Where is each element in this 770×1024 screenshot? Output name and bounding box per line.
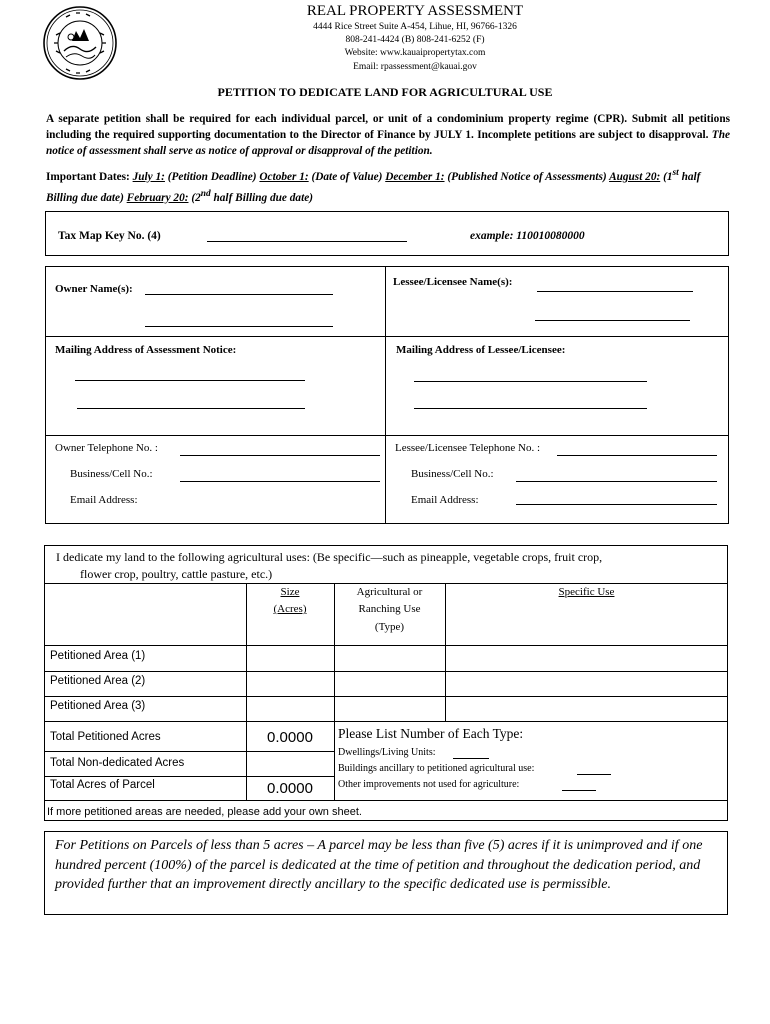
owner-mailing-input-2[interactable] [77, 408, 305, 409]
phone-row-divider [45, 435, 729, 436]
total-petitioned-label: Total Petitioned Acres [50, 731, 161, 743]
date-october-1-desc: (Date of Value) [311, 170, 383, 183]
petitioned-area-1-label: Petitioned Area (1) [50, 650, 146, 662]
lessee-mailing-input-2[interactable] [414, 408, 647, 409]
owner-mailing-input-1[interactable] [75, 380, 305, 381]
lessee-mailing-input-1[interactable] [414, 381, 647, 382]
intro-bold-text: A separate petition shall be required for each individual parcel, or unit of a condominium property regime (CPR). Submit all petitions including the required supporting documentation to the Director of Finance by JULY 1. Incomplete petitions are subject to disapproval. [46, 113, 730, 141]
owner-business-label: Business/Cell No.: [70, 468, 153, 480]
col-specific-divider [445, 583, 446, 721]
total-parcel-label: Total Acres of Parcel [50, 779, 155, 791]
total-2-bottom [44, 776, 334, 777]
tmk-label: Tax Map Key No. (4) [58, 230, 161, 242]
col-size-unit: (Acres) [273, 603, 307, 615]
office-phones: 808-241-4424 (B) 808-241-6252 (F) [345, 35, 485, 45]
office-title: REAL PROPERTY ASSESSMENT [306, 3, 524, 19]
owner-lessee-box [45, 266, 729, 524]
date-february-20-sup: nd [200, 188, 211, 199]
lessee-email-label: Email Address: [411, 494, 479, 506]
lessee-business-label: Business/Cell No.: [411, 468, 494, 480]
owner-lessee-divider [385, 266, 386, 524]
other-improvements-label: Other improvements not used for agriculture: [338, 779, 520, 790]
office-website: Website: www.kauaipropertytax.com [344, 48, 486, 58]
lessee-business-input[interactable] [516, 481, 717, 482]
mailing-row-divider [45, 336, 729, 337]
dwellings-input[interactable] [453, 758, 489, 759]
important-dates [46, 165, 730, 207]
small-parcel-note: For Petitions on Parcels of less than 5 acres – A parcel may be less than five (5) acres if it is unimproved and if one hundred percent (100%) of the parcel is dedicated at the time of petition and throughout the dedication period, and provided further that an improvement directly ancillary to the specific dedicated use is permissible. [44, 831, 728, 915]
other-improvements-input[interactable] [562, 790, 596, 791]
owner-name-input-2[interactable] [145, 326, 333, 327]
col-size-header: Size [280, 586, 300, 598]
lessee-name-label: Lessee/Licensee Name(s): [393, 276, 513, 288]
buildings-input[interactable] [577, 774, 611, 775]
total-1-bottom [44, 751, 334, 752]
col-type-header-3: (Type) [374, 621, 405, 633]
owner-name-label: Owner Name(s): [55, 283, 133, 295]
col-specific-header: Specific Use [558, 586, 615, 598]
owner-email-label: Email Address: [70, 494, 138, 506]
petitioned-area-2-label: Petitioned Area (2) [50, 675, 146, 687]
lessee-mailing-label: Mailing Address of Lessee/Licensee: [396, 344, 566, 356]
date-february-20-desc-b: half Billing due date) [213, 191, 313, 204]
dates-label: Important Dates: [46, 170, 130, 183]
lessee-name-input[interactable] [537, 291, 693, 292]
total-parcel-value[interactable]: 0.0000 [267, 780, 313, 797]
intro-italic-text: The notice of assessment shall serve as notice of approval or disapproval of the petition. [46, 129, 730, 157]
petition-title: PETITION TO DEDICATE LAND FOR AGRICULTURAL USE [217, 85, 553, 99]
date-february-20: February 20: [126, 191, 189, 204]
total-nondedicated-label: Total Non-dedicated Acres [50, 757, 185, 769]
intro-paragraph [46, 111, 730, 159]
office-email: Email: rpassessment@kauai.gov [353, 62, 477, 72]
lessee-email-input[interactable] [516, 504, 717, 505]
row-3-bottom [44, 721, 728, 722]
col-type-header-1: Agricultural or [356, 586, 423, 598]
date-august-20-desc-a: (1 [663, 170, 673, 183]
total-petitioned-value[interactable]: 0.0000 [267, 729, 313, 746]
row-1-bottom [44, 671, 728, 672]
date-august-20-sup: st [672, 168, 679, 178]
owner-business-input[interactable] [180, 481, 380, 482]
lessee-phone-label: Lessee/Licensee Telephone No. : [395, 442, 541, 454]
owner-phone-label: Owner Telephone No. : [55, 442, 158, 454]
table-header-top [44, 583, 728, 584]
petitioned-area-3-label: Petitioned Area (3) [50, 700, 146, 712]
uses-intro-line-1: I dedicate my land to the following agricultural uses: (Be specific—such as pineapple, vegetable crops, fruit crop, [56, 550, 603, 564]
col-size-divider [246, 583, 247, 800]
date-december-1-desc: (Published Notice of Assessments) [447, 170, 607, 183]
tmk-example: example: 110010080000 [470, 230, 585, 242]
list-title: Please List Number of Each Type: [338, 726, 524, 741]
date-july-1-desc: (Petition Deadline) [167, 170, 257, 183]
table-header-bottom [44, 645, 728, 646]
owner-phone-input[interactable] [180, 455, 380, 456]
totals-bottom [44, 800, 728, 801]
col-type-divider [334, 583, 335, 800]
owner-mailing-label: Mailing Address of Assessment Notice: [55, 344, 237, 356]
office-address: 4444 Rice Street Suite A-454, Lihue, HI, 96766-1326 [313, 22, 517, 32]
tmk-input[interactable] [207, 241, 407, 242]
footnote: If more petitioned areas are needed, please add your own sheet. [47, 806, 362, 818]
date-july-1: July 1: [132, 170, 165, 183]
uses-intro-line-2: flower crop, poultry, cattle pasture, etc.) [80, 567, 273, 581]
row-2-bottom [44, 696, 728, 697]
date-august-20-desc-b: half Billing due date) [46, 170, 701, 204]
date-february-20-desc-a: (2 [191, 191, 201, 204]
date-december-1: December 1: [385, 170, 445, 183]
owner-name-input[interactable] [145, 294, 333, 295]
date-august-20: August 20: [609, 170, 661, 183]
date-october-1: October 1: [259, 170, 309, 183]
lessee-name-input-2[interactable] [535, 320, 690, 321]
col-type-header-2: Ranching Use [358, 603, 421, 615]
dwellings-label: Dwellings/Living Units: [338, 747, 436, 758]
buildings-label: Buildings ancillary to petitioned agricultural use: [338, 763, 535, 774]
lessee-phone-input[interactable] [557, 455, 717, 456]
